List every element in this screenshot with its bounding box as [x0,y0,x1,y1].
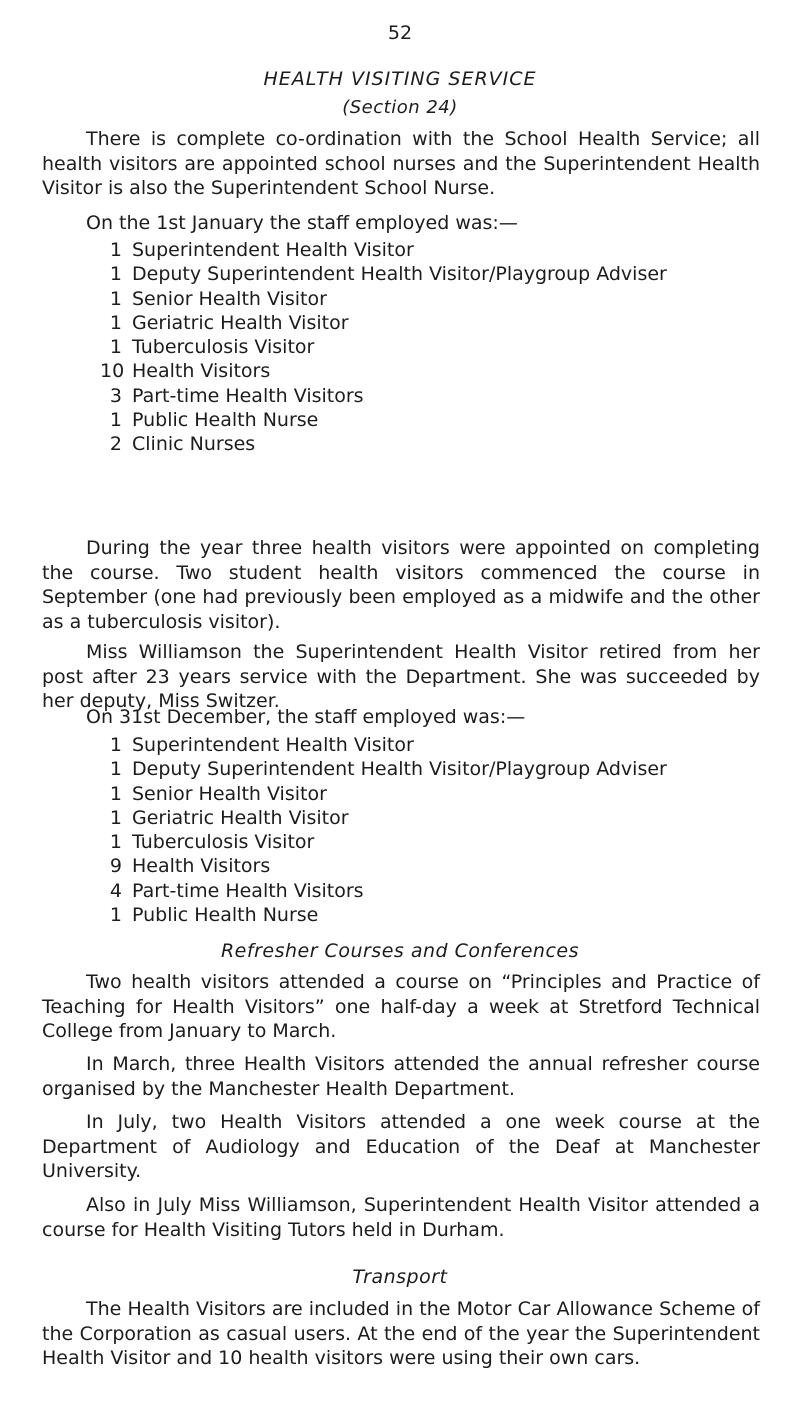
list-item: 1 Public Health Nurse [109,904,319,927]
dec-staff-list [100,733,667,927]
list-item: 1 Deputy Superintendent Health Visitor/Playgroup Adviser [109,758,667,781]
list-item: 9 Health Visitors [109,855,271,878]
list-item: 3 Part-time Health Visitors [109,384,364,407]
retirement-paragraph: Miss Williamson the Superintendent Health Visitor retired from her post after 23 years service with the Department. She was succeeded by her deputy, Miss Switzer. [42,641,760,712]
refresher-paragraph: In March, three Health Visitors attended the annual refresher course organised by the Manchester Health Department. [42,1053,760,1100]
list-item: 1 Senior Health Visitor [109,287,327,310]
section-reference: (Section 24) [342,97,458,118]
list-item: 10 Health Visitors [100,360,271,383]
list-item: 1 Senior Health Visitor [109,782,327,805]
list-item: 1 Deputy Superintendent Health Visitor/Playgroup Adviser [109,263,667,286]
page-title: HEALTH VISITING SERVICE [263,68,537,90]
list-item: 2 Clinic Nurses [109,433,256,456]
list-item: 1 Superintendent Health Visitor [109,239,414,261]
refresher-section-title: Refresher Courses and Conferences [220,940,579,962]
transport-section-title: Transport [352,1266,448,1288]
list-item: 1 Public Health Nurse [109,409,319,432]
page-number: 52 [387,22,413,44]
transport-paragraph: The Health Visitors are included in the Motor Car Allowance Scheme of the Corporation as casual users. At the end of the year the Superintendent Health Visitor and 10 health visitors were using their own cars. [42,1298,760,1369]
list-item: 1 Tuberculosis Visitor [109,336,315,359]
refresher-paragraph: Also in July Miss Williamson, Superintendent Health Visitor attended a course for Health Visiting Tutors held in Durham. [42,1194,760,1241]
intro-paragraph: There is complete co-ordination with the School Health Service; all health visitors are appointed school nurses and the Superintendent Health Visitor is also the Superintendent School Nurse. [42,128,760,199]
jan-staff-intro: On the 1st January the staff employed was:— [86,212,518,234]
appointments-paragraph: During the year three health visitors were appointed on completing the course. Two student health visitors commenced the course in September (one had previously been employed as a midwife and the other as a tuberculosis visitor). [42,537,760,633]
list-item: 1 Geriatric Health Visitor [109,311,349,334]
jan-staff-list [100,238,667,457]
list-item: 4 Part-time Health Visitors [109,879,364,902]
list-item: 1 Superintendent Health Visitor [109,734,414,756]
refresher-paragraph: In July, two Health Visitors attended a one week course at the Department of Audiology and Education of the Deaf at Manchester University. [42,1111,760,1182]
dec-staff-intro: On 31st December, the staff employed was:— [86,706,526,728]
refresher-paragraph: Two health visitors attended a course on “Principles and Practice of Teaching for Health Visitors” one half-day a week at Stretford Technical College from January to March. [42,971,760,1042]
list-item: 1 Geriatric Health Visitor [109,806,349,829]
list-item: 1 Tuberculosis Visitor [109,831,315,854]
